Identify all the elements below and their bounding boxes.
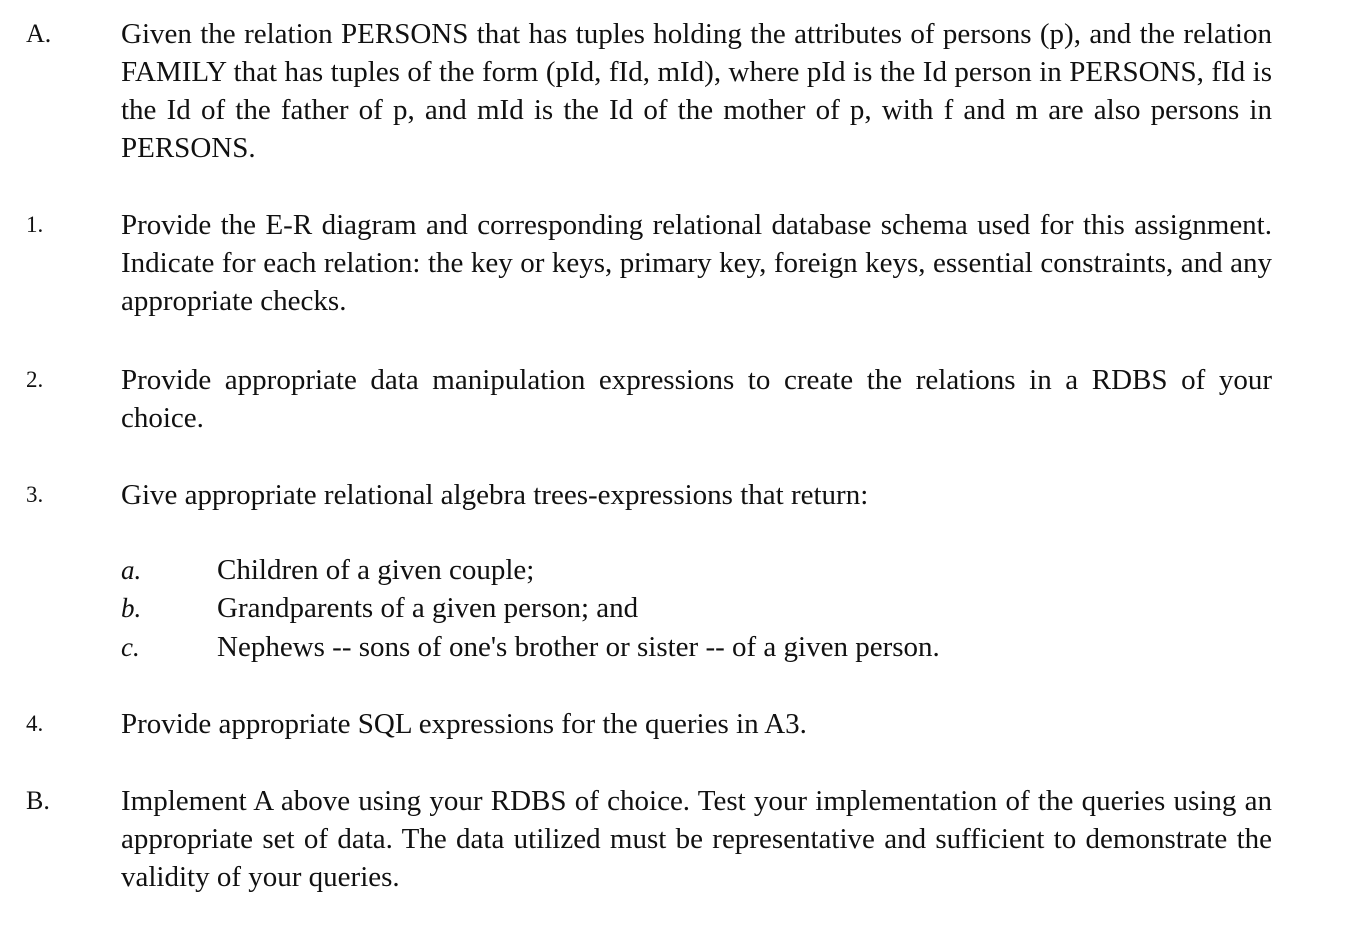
- item-3-text: Give appropriate relational algebra trees-expressions that return:: [121, 479, 869, 511]
- item-1-marker: 1.: [26, 212, 44, 237]
- section-a-text: Given the relation PERSONS that has tuples holding the attributes of persons (p), and the relation FAMILY that has tuples of the form (pId, fId, mId), where pId is the Id person in PERSONS, fId is the Id of the father of p, and mId is the Id of the mother of p, with f and m are also persons in PERSONS.: [121, 18, 1272, 164]
- subitem-c-letter: c.: [121, 632, 140, 662]
- subitem-a-letter: a.: [121, 555, 142, 585]
- subitem-a-text: Children of a given couple;: [217, 554, 535, 586]
- item-3-marker: 3.: [26, 482, 44, 507]
- subitem-c-text: Nephews -- sons of one's brother or sister -- of a given person.: [217, 631, 940, 663]
- subitem-b-text: Grandparents of a given person; and: [217, 592, 639, 624]
- item-4-text: Provide appropriate SQL expressions for the queries in A3.: [121, 708, 807, 740]
- subitem-b-letter: b.: [121, 593, 142, 623]
- item-4-marker: 4.: [26, 711, 44, 736]
- item-2-marker: 2.: [26, 367, 44, 392]
- section-b-marker: B.: [26, 786, 50, 815]
- item-2-text: Provide appropriate data manipulation expressions to create the relations in a RDBS of your choice.: [121, 364, 1272, 434]
- section-a-marker: A.: [26, 19, 52, 48]
- section-b-text: Implement A above using your RDBS of choice. Test your implementation of the queries using an appropriate set of data. The data utilized must be representative and sufficient to demonstrate the validity of your queries.: [121, 785, 1272, 893]
- item-1-text: Provide the E-R diagram and corresponding relational database schema used for this assignment. Indicate for each relation: the key or keys, primary key, foreign keys, essential constraints, and any appropriate checks.: [121, 209, 1272, 317]
